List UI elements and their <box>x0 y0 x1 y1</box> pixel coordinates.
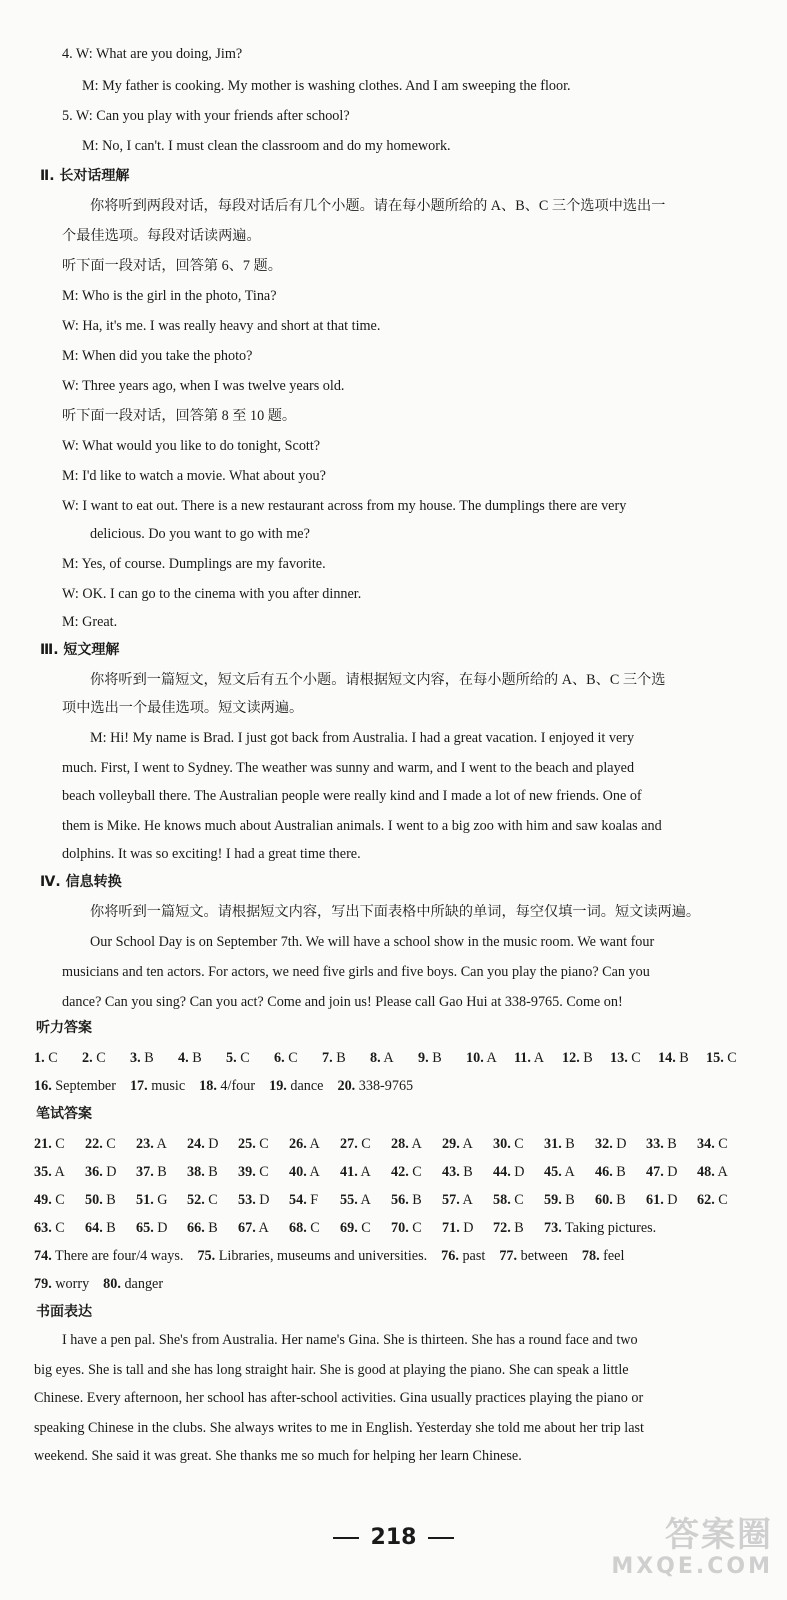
answer-number: 63. <box>34 1220 52 1236</box>
answer-number: 70. <box>391 1220 409 1236</box>
answer-value: C <box>284 1050 298 1066</box>
answer-number: 18. <box>199 1078 217 1094</box>
answer-item <box>418 1048 466 1068</box>
answer-number: 9. <box>418 1050 429 1066</box>
answer-item <box>85 1190 136 1210</box>
section-heading-info-transfer: Ⅳ. 信息转换 <box>40 874 122 890</box>
answer-value: C <box>92 1050 106 1066</box>
answer-number: 55. <box>340 1192 358 1208</box>
answer-item <box>442 1218 493 1238</box>
answer-item <box>238 1218 289 1238</box>
answer-number: 19. <box>269 1078 287 1094</box>
answer-item <box>238 1134 289 1154</box>
dialogue-1-header: 听下面一段对话，回答第 6、7 题。 <box>62 258 282 274</box>
answer-item <box>289 1190 340 1210</box>
dialogue-1-line-2: W: Ha, it's me. I was really heavy and short at that time. <box>62 318 381 334</box>
answer-number: 40. <box>289 1164 307 1180</box>
answer-number: 66. <box>187 1220 205 1236</box>
answer-item <box>493 1162 544 1182</box>
answer-number: 80. <box>103 1276 121 1292</box>
answer-number: 17. <box>129 1078 148 1094</box>
answer-item <box>391 1218 442 1238</box>
dialogue-2-header: 听下面一段对话，回答第 8 至 10 题。 <box>62 408 297 424</box>
answer-number: 51. <box>136 1192 154 1208</box>
answer-value: C <box>255 1164 269 1180</box>
dialogue-2-line-6: M: Great. <box>62 614 118 630</box>
watermark-line-1: 答案圈 <box>665 1515 773 1555</box>
answer-number: 3. <box>130 1050 141 1066</box>
answer-value: F <box>306 1192 319 1208</box>
answer-value: C <box>102 1136 116 1152</box>
writing-heading: 书面表达 <box>36 1304 92 1320</box>
answer-item <box>544 1134 595 1154</box>
dialogue-2-line-2: M: I'd like to watch a movie. What about you? <box>62 468 326 484</box>
answer-value: C <box>357 1220 371 1236</box>
section-3-instructions-2: 项中选出一个最佳选项。短文读两遍。 <box>62 700 304 716</box>
essay-line-3: Chinese. Every afternoon, her school has after-school activities. Gina usually practices playing the piano or <box>34 1390 644 1406</box>
answer-value: A <box>255 1220 269 1236</box>
answer-number: 64. <box>85 1220 103 1236</box>
dialogue-5-m: M: No, I can't. I must clean the classroom and do my homework. <box>82 138 451 154</box>
answer-number: 59. <box>544 1192 562 1208</box>
answer-item <box>130 1076 185 1096</box>
answer-number: 73. <box>544 1220 562 1236</box>
answer-item <box>178 1048 226 1068</box>
answer-item <box>582 1246 625 1266</box>
answer-value: There are four/4 ways. <box>51 1248 184 1264</box>
answer-number: 44. <box>493 1164 511 1180</box>
answer-value: A <box>561 1164 575 1180</box>
answer-item <box>34 1246 183 1266</box>
answer-number: 72. <box>493 1220 511 1236</box>
answer-value: C <box>255 1136 269 1152</box>
answer-item <box>274 1048 322 1068</box>
answer-number: 14. <box>658 1050 676 1066</box>
essay-line-4: speaking Chinese in the clubs. She always writes to me in English. Yesterday she told me about her trip last <box>34 1420 644 1436</box>
answer-value: A <box>306 1136 320 1152</box>
answer-value: A <box>408 1136 422 1152</box>
answer-value: September <box>51 1078 116 1094</box>
answer-value: A <box>530 1050 544 1066</box>
answer-item <box>544 1162 595 1182</box>
answer-value: A <box>153 1136 167 1152</box>
answer-item <box>34 1274 89 1294</box>
watermark-line-2: MXQE.COM <box>611 1554 773 1579</box>
answer-number: 68. <box>289 1220 307 1236</box>
dialogue-2-line-4: M: Yes, of course. Dumplings are my favorite. <box>62 556 326 572</box>
answer-item <box>130 1048 178 1068</box>
dialogue-2-line-5: W: OK. I can go to the cinema with you after dinner. <box>62 586 362 602</box>
answer-number: 58. <box>493 1192 511 1208</box>
answer-value: Libraries, museums and universities. <box>215 1248 428 1264</box>
answer-value: worry <box>51 1276 90 1292</box>
answer-item <box>544 1190 595 1210</box>
answer-item <box>34 1190 85 1210</box>
answer-value: G <box>153 1192 168 1208</box>
answer-number: 30. <box>493 1136 511 1152</box>
answer-number: 57. <box>442 1192 460 1208</box>
passage-line-5: dolphins. It was so exciting! I had a great time there. <box>62 846 361 862</box>
answer-item <box>34 1048 82 1068</box>
answer-number: 50. <box>85 1192 103 1208</box>
answer-number: 27. <box>340 1136 358 1152</box>
answer-item <box>85 1134 136 1154</box>
answer-number: 74. <box>34 1248 52 1264</box>
section-heading-long-dialogue: Ⅱ. 长对话理解 <box>40 168 130 184</box>
section-2-instructions-1: 你将听到两段对话，每段对话后有几个小题。请在每小题所给的 A、B、C 三个选项中选出一 <box>90 198 666 214</box>
answer-item <box>289 1134 340 1154</box>
dialogue-2-line-3-cont: delicious. Do you want to go with me? <box>90 526 310 542</box>
answer-item <box>136 1134 187 1154</box>
right-dash <box>428 1537 454 1539</box>
answer-number: 16. <box>34 1078 52 1094</box>
answer-number: 77. <box>499 1248 518 1264</box>
answer-number: 38. <box>187 1164 205 1180</box>
answer-number: 78. <box>581 1248 600 1264</box>
answer-value: B <box>428 1050 442 1066</box>
answer-item <box>499 1246 568 1266</box>
answer-value: D <box>663 1192 678 1208</box>
listening-answers-heading: 听力答案 <box>36 1020 92 1036</box>
left-dash <box>333 1537 359 1539</box>
answer-item <box>187 1218 238 1238</box>
answer-item <box>391 1190 442 1210</box>
dialogue-1-line-4: W: Three years ago, when I was twelve years old. <box>62 378 345 394</box>
answer-item <box>646 1190 697 1210</box>
answer-value: C <box>357 1136 371 1152</box>
answer-item <box>544 1218 657 1238</box>
passage-line-4: them is Mike. He knows much about Australian animals. I went to a big zoo with him and saw koalas and <box>62 818 662 834</box>
answer-item <box>442 1134 493 1154</box>
answer-value: B <box>510 1220 524 1236</box>
essay-line-1: I have a pen pal. She's from Australia. Her name's Gina. She is thirteen. She has a round face and two <box>62 1332 638 1348</box>
answer-item <box>238 1162 289 1182</box>
essay-line-5: weekend. She said it was great. She thanks me so much for helping her learn Chinese. <box>34 1448 522 1464</box>
answer-number: 10. <box>466 1050 484 1066</box>
answer-number: 61. <box>646 1192 664 1208</box>
answer-number: 45. <box>544 1164 562 1180</box>
dialogue-1-line-3: M: When did you take the photo? <box>62 348 253 364</box>
answer-item <box>595 1162 646 1182</box>
answer-item <box>442 1190 493 1210</box>
answer-value: C <box>51 1136 65 1152</box>
answer-item <box>706 1048 754 1068</box>
answer-number: 24. <box>187 1136 205 1152</box>
answer-value: D <box>459 1220 474 1236</box>
answer-item <box>646 1162 697 1182</box>
answer-item <box>493 1190 544 1210</box>
answer-item <box>322 1048 370 1068</box>
answer-value: D <box>612 1136 627 1152</box>
info-passage-line-3: dance? Can you sing? Can you act? Come and join us! Please call Gao Hui at 338-9765. Come on! <box>62 994 623 1010</box>
written-answers-row-2 <box>34 1162 748 1182</box>
answer-item <box>34 1162 85 1182</box>
answer-item <box>289 1162 340 1182</box>
answer-number: 5. <box>226 1050 237 1066</box>
answer-value: B <box>188 1050 202 1066</box>
answer-item <box>197 1246 427 1266</box>
answer-number: 13. <box>610 1050 628 1066</box>
answer-item <box>493 1134 544 1154</box>
answer-item <box>85 1162 136 1182</box>
answer-value: C <box>306 1220 320 1236</box>
answer-item <box>199 1076 255 1096</box>
answer-number: 46. <box>595 1164 613 1180</box>
answer-number: 4. <box>178 1050 189 1066</box>
page-number-text: 218 <box>370 1525 417 1550</box>
section-heading-passage: Ⅲ. 短文理解 <box>40 642 120 658</box>
answer-item <box>562 1048 610 1068</box>
answer-value: D <box>153 1220 168 1236</box>
answer-value: B <box>612 1164 626 1180</box>
answer-item <box>289 1218 340 1238</box>
answer-item <box>269 1076 323 1096</box>
answer-value: B <box>204 1164 218 1180</box>
answer-value: C <box>51 1220 65 1236</box>
answer-value: danger <box>120 1276 164 1292</box>
answer-value: C <box>723 1050 737 1066</box>
answer-value: C <box>236 1050 250 1066</box>
answer-value: D <box>510 1164 525 1180</box>
answer-item <box>340 1162 391 1182</box>
answer-value: B <box>675 1050 689 1066</box>
answer-number: 48. <box>697 1164 715 1180</box>
answer-item <box>466 1048 514 1068</box>
answer-value: B <box>332 1050 346 1066</box>
answer-value: B <box>102 1192 116 1208</box>
passage-line-1: M: Hi! My name is Brad. I just got back from Australia. I had a great vacation. I enjoyed it very <box>90 730 635 746</box>
answer-number: 20. <box>337 1078 356 1094</box>
dialogue-2-line-1: W: What would you like to do tonight, Scott? <box>62 438 321 454</box>
answer-item <box>136 1162 187 1182</box>
written-answers-row-5 <box>34 1246 638 1266</box>
answer-item <box>238 1190 289 1210</box>
answer-value: Taking pictures. <box>561 1220 657 1236</box>
answer-number: 71. <box>442 1220 460 1236</box>
written-answers-row-4 <box>34 1218 657 1238</box>
answer-number: 75. <box>197 1248 216 1264</box>
listening-answers-row-2 <box>34 1076 427 1096</box>
answer-value: B <box>204 1220 218 1236</box>
answer-value: A <box>459 1192 473 1208</box>
answer-number: 12. <box>562 1050 580 1066</box>
answer-value: B <box>140 1050 154 1066</box>
answer-number: 8. <box>370 1050 381 1066</box>
answer-item <box>103 1274 163 1294</box>
answer-number: 6. <box>274 1050 285 1066</box>
answer-item <box>136 1218 187 1238</box>
answer-value: A <box>306 1164 320 1180</box>
answer-item <box>697 1134 748 1154</box>
answer-value: C <box>408 1164 422 1180</box>
answer-item <box>337 1076 413 1096</box>
answer-value: C <box>510 1192 524 1208</box>
written-answers-row-6 <box>34 1274 177 1294</box>
answer-number: 29. <box>442 1136 460 1152</box>
answer-number: 23. <box>136 1136 154 1152</box>
answer-value: feel <box>599 1248 625 1264</box>
answer-item <box>391 1134 442 1154</box>
answer-value: A <box>459 1136 473 1152</box>
answer-number: 69. <box>340 1220 358 1236</box>
answer-number: 42. <box>391 1164 409 1180</box>
answer-item <box>610 1048 658 1068</box>
answer-value: D <box>255 1192 270 1208</box>
answer-number: 26. <box>289 1136 307 1152</box>
answer-value: D <box>102 1164 117 1180</box>
answer-item <box>658 1048 706 1068</box>
answer-number: 47. <box>646 1164 664 1180</box>
answer-item <box>595 1134 646 1154</box>
answer-number: 25. <box>238 1136 256 1152</box>
answer-number: 49. <box>34 1192 52 1208</box>
answer-value: B <box>663 1136 677 1152</box>
answer-number: 31. <box>544 1136 562 1152</box>
section-4-instructions: 你将听到一篇短文。请根据短文内容，写出下面表格中所缺的单词，每空仅填一词。短文读两遍。 <box>90 904 701 920</box>
dialogue-1-line-1: M: Who is the girl in the photo, Tina? <box>62 288 277 304</box>
answer-item <box>34 1134 85 1154</box>
answer-number: 39. <box>238 1164 256 1180</box>
answer-item <box>697 1190 748 1210</box>
answer-value: past <box>458 1248 486 1264</box>
dialogue-4-w: 4. W: What are you doing, Jim? <box>62 46 243 62</box>
written-answers-heading: 笔试答案 <box>36 1106 92 1122</box>
answer-value: C <box>204 1192 218 1208</box>
answer-number: 53. <box>238 1192 256 1208</box>
answer-value: B <box>579 1050 593 1066</box>
answer-item <box>340 1190 391 1210</box>
info-passage-line-2: musicians and ten actors. For actors, we need five girls and five boys. Can you play the piano? Can you <box>62 964 650 980</box>
passage-line-3: beach volleyball there. The Australian people were really kind and I made a lot of new friends. One of <box>62 788 642 804</box>
answer-number: 43. <box>442 1164 460 1180</box>
answer-value: between <box>517 1248 568 1264</box>
answer-number: 35. <box>34 1164 52 1180</box>
answer-number: 56. <box>391 1192 409 1208</box>
dialogue-2-line-3: W: I want to eat out. There is a new restaurant across from my house. The dumplings there are very <box>62 498 627 514</box>
watermark-logo <box>611 1516 773 1580</box>
answer-value: B <box>459 1164 473 1180</box>
essay-line-2: big eyes. She is tall and she has long straight hair. She is good at playing the piano. She can speak a little <box>34 1362 629 1378</box>
answer-value: 4/four <box>216 1078 256 1094</box>
answer-value: dance <box>286 1078 324 1094</box>
answer-item <box>85 1218 136 1238</box>
answer-value: C <box>627 1050 641 1066</box>
answer-item <box>646 1134 697 1154</box>
passage-line-2: much. First, I went to Sydney. The weather was sunny and warm, and I went to the beach and played <box>62 760 635 776</box>
answer-number: 65. <box>136 1220 154 1236</box>
section-3-instructions-1: 你将听到一篇短文，短文后有五个小题。请根据短文内容，在每小题所给的 A、B、C 三个选 <box>90 672 666 688</box>
answer-number: 21. <box>34 1136 52 1152</box>
answer-number: 37. <box>136 1164 154 1180</box>
answer-item <box>370 1048 418 1068</box>
answer-number: 41. <box>340 1164 358 1180</box>
dialogue-4-m: M: My father is cooking. My mother is washing clothes. And I am sweeping the floor. <box>82 78 571 94</box>
info-passage-line-1: Our School Day is on September 7th. We will have a school show in the music room. We want four <box>90 934 655 950</box>
answer-value: D <box>204 1136 219 1152</box>
answer-number: 62. <box>697 1192 715 1208</box>
answer-value: A <box>483 1050 497 1066</box>
answer-number: 7. <box>322 1050 333 1066</box>
answer-value: C <box>44 1050 58 1066</box>
answer-item <box>441 1246 485 1266</box>
answer-number: 15. <box>706 1050 724 1066</box>
answer-item <box>187 1190 238 1210</box>
answer-value: C <box>408 1220 422 1236</box>
answer-item <box>442 1162 493 1182</box>
answer-value: 338-9765 <box>355 1078 414 1094</box>
written-answers-row-3 <box>34 1190 748 1210</box>
answer-value: A <box>380 1050 394 1066</box>
answer-number: 67. <box>238 1220 256 1236</box>
answer-item <box>340 1134 391 1154</box>
answer-value: C <box>51 1192 65 1208</box>
answer-number: 52. <box>187 1192 205 1208</box>
answer-item <box>514 1048 562 1068</box>
answer-item <box>595 1190 646 1210</box>
answer-number: 11. <box>514 1050 531 1066</box>
listening-answers-row-1 <box>34 1048 754 1068</box>
answer-number: 76. <box>441 1248 459 1264</box>
answer-number: 79. <box>34 1276 52 1292</box>
answer-number: 32. <box>595 1136 613 1152</box>
answer-number: 34. <box>697 1136 715 1152</box>
answer-value: A <box>357 1192 371 1208</box>
answer-number: 60. <box>595 1192 613 1208</box>
answer-number: 54. <box>289 1192 307 1208</box>
answer-item <box>34 1218 85 1238</box>
answer-value: A <box>714 1164 728 1180</box>
answer-item <box>697 1162 748 1182</box>
answer-number: 28. <box>391 1136 409 1152</box>
answer-item <box>340 1218 391 1238</box>
answer-number: 2. <box>82 1050 93 1066</box>
answer-value: D <box>663 1164 678 1180</box>
answer-value: B <box>408 1192 422 1208</box>
answer-value: A <box>357 1164 371 1180</box>
answer-item <box>187 1162 238 1182</box>
answer-item <box>34 1076 116 1096</box>
answer-value: B <box>612 1192 626 1208</box>
answer-value: B <box>561 1192 575 1208</box>
answer-value: B <box>561 1136 575 1152</box>
answer-value: B <box>153 1164 167 1180</box>
answer-number: 1. <box>34 1050 45 1066</box>
answer-item <box>136 1190 187 1210</box>
answer-item <box>493 1218 544 1238</box>
answer-item <box>187 1134 238 1154</box>
answer-item <box>82 1048 130 1068</box>
written-answers-row-1 <box>34 1134 748 1154</box>
answer-value: C <box>510 1136 524 1152</box>
dialogue-5-w: 5. W: Can you play with your friends after school? <box>62 108 350 124</box>
answer-value: music <box>147 1078 186 1094</box>
answer-number: 33. <box>646 1136 664 1152</box>
answer-value: B <box>102 1220 116 1236</box>
answer-value: C <box>714 1192 728 1208</box>
answer-number: 22. <box>85 1136 103 1152</box>
answer-number: 36. <box>85 1164 103 1180</box>
answer-value: C <box>714 1136 728 1152</box>
section-2-instructions-2: 个最佳选项。每段对话读两遍。 <box>62 228 261 244</box>
answer-item <box>391 1162 442 1182</box>
answer-item <box>226 1048 274 1068</box>
answer-value: A <box>51 1164 65 1180</box>
